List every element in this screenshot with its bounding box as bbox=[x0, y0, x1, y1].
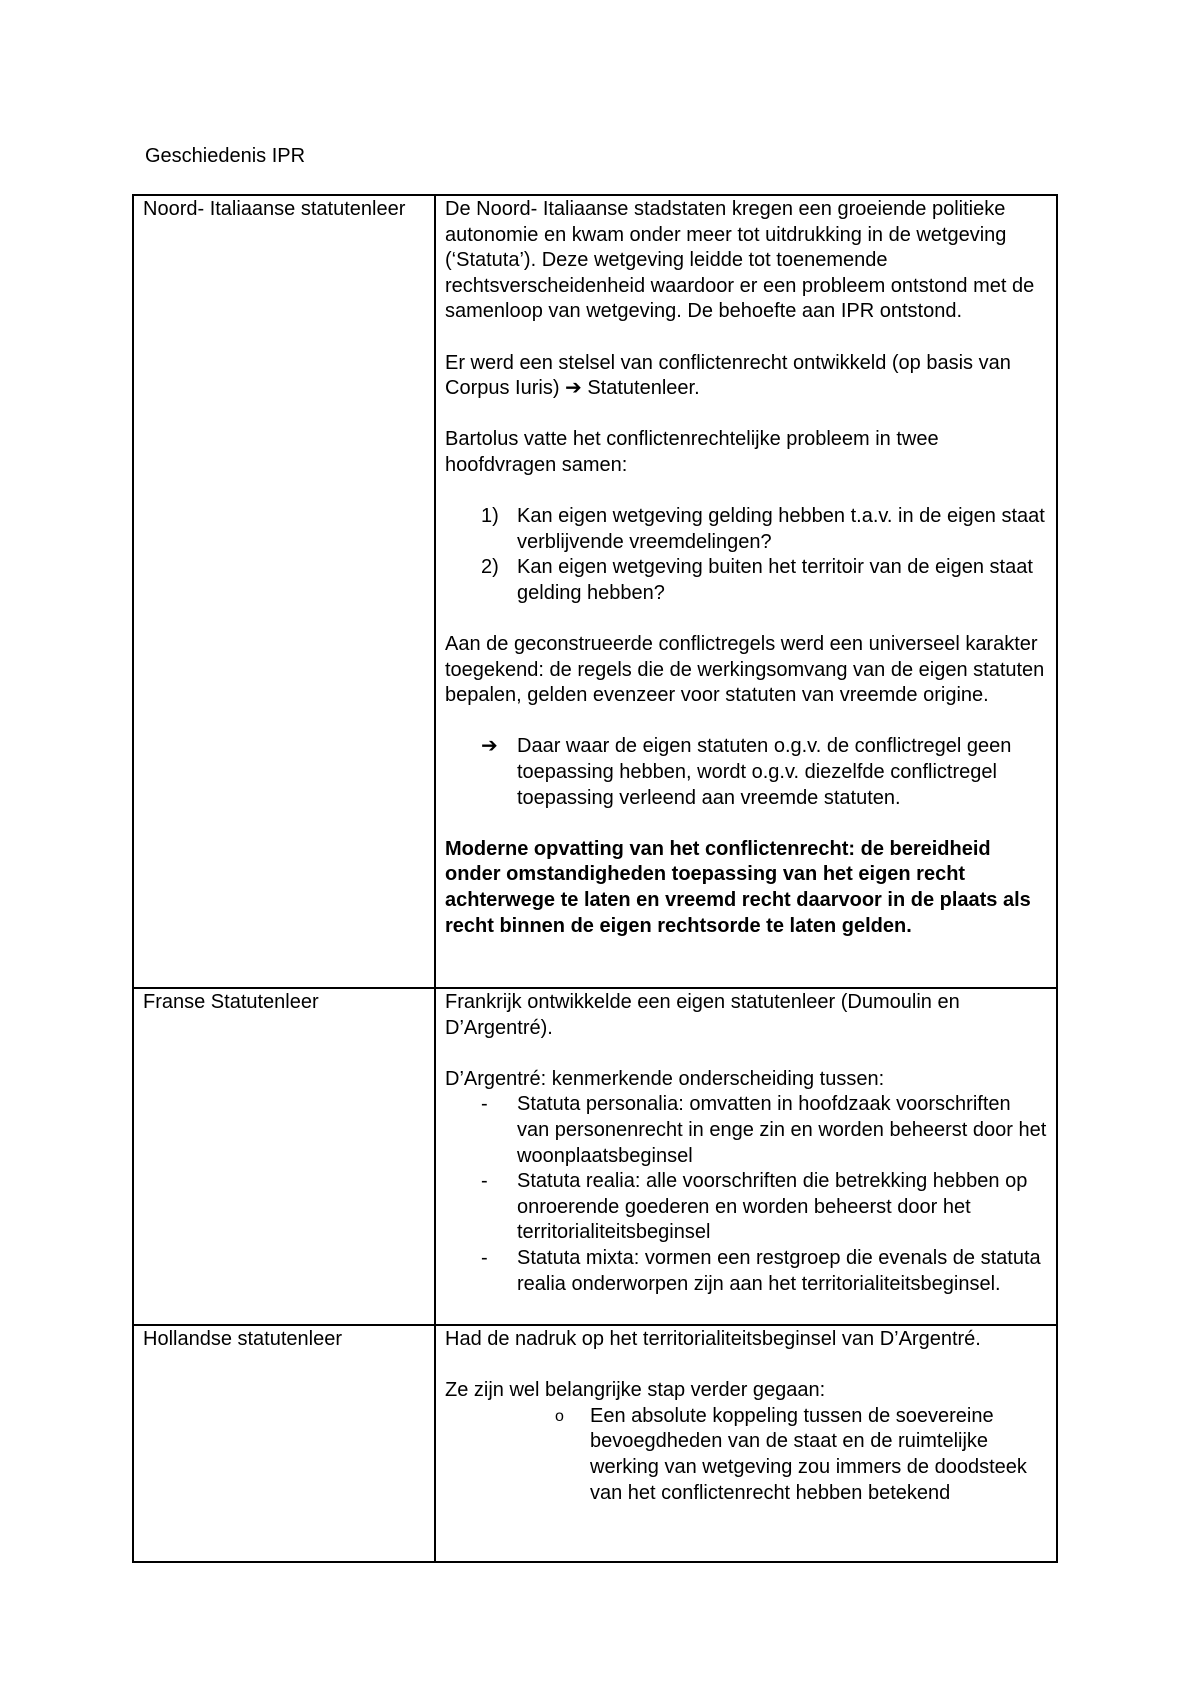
row-label: Franse Statutenleer bbox=[143, 991, 319, 1013]
paragraph: De Noord- Italiaanse stadstaten kregen een groeiende politieke autonomie en kwam onder meer tot uitdrukking in de wetgeving (‘Statuta’). Deze wetgeving leidde tot toenemende rechtsverscheidenheid waardoor er een probleem ontstond met de samenloop van wetgeving. De behoefte aan IPR ontstond. bbox=[445, 198, 1035, 323]
list-item-text: Statuta mixta: vormen een restgroep die evenals de statuta realia onderworpen zijn aan het territorialiteitsbeginsel. bbox=[517, 1246, 1041, 1295]
list-item-text: Statuta realia: alle voorschriften die betrekking hebben op onroerende goederen en worden beheerst door het territorialiteitsbeginsel bbox=[517, 1170, 1028, 1244]
list-item bbox=[445, 734, 1047, 811]
row-label: Noord- Italiaanse statutenleer bbox=[143, 198, 406, 220]
paragraph: Er werd een stelsel van conflictenrecht ontwikkeld (op basis van Corpus Iuris) ➔ Statutenleer. bbox=[445, 351, 1011, 400]
row-content-cell bbox=[435, 988, 1057, 1325]
paragraph: Ze zijn wel belangrijke stap verder gegaan: bbox=[445, 1379, 826, 1402]
row-label-cell bbox=[133, 988, 435, 1325]
list-item-text: Kan eigen wetgeving buiten het territoir van de eigen staat gelding hebben? bbox=[517, 556, 1033, 604]
list-item bbox=[445, 1404, 1047, 1506]
list-item-text: Kan eigen wetgeving gelding hebben t.a.v. in de eigen staat verblijvende vreemdelingen? bbox=[517, 505, 1045, 553]
paragraph: Bartolus vatte het conflictenrechtelijke probleem in twee hoofdvragen samen: bbox=[445, 428, 939, 476]
paragraph: D’Argentré: kenmerkende onderscheiding tussen: bbox=[445, 1067, 885, 1090]
list-item-text: Statuta personalia: omvatten in hoofdzaak voorschriften van personenrecht in enge zin en worden beheerst door het woonplaatsbeginsel bbox=[517, 1093, 1047, 1167]
list-number: 2) bbox=[481, 556, 499, 579]
dash-bullet-icon: - bbox=[481, 1093, 488, 1116]
paragraph: Aan de geconstrueerde conflictregels werd een universeel karakter toegekend: de regels die de werkingsomvang van de eigen statuten bepalen, gelden evenzeer voor statuten van vreemde origine. bbox=[445, 633, 1045, 707]
list-item bbox=[445, 1246, 1047, 1297]
list-item bbox=[445, 1169, 1047, 1246]
circle-list bbox=[445, 1404, 1047, 1506]
list-item-text: Een absolute koppeling tussen de soevereine bevoegdheden van de staat en de ruimtelijke werking van wetgeving zou immers de doodsteek van het conflictenrecht hebben betekend bbox=[590, 1404, 1027, 1504]
list-item bbox=[445, 1092, 1047, 1169]
row-content-cell bbox=[435, 195, 1057, 988]
numbered-list bbox=[445, 504, 1047, 606]
arrow-bullet-icon: ➔ bbox=[481, 735, 498, 758]
paragraph: Frankrijk ontwikkelde een eigen statutenleer (Dumoulin en D’Argentré). bbox=[445, 991, 960, 1039]
row-content-cell bbox=[435, 1325, 1057, 1562]
dash-bullet-icon: - bbox=[481, 1246, 488, 1269]
table-row bbox=[133, 195, 1057, 988]
arrow-list bbox=[445, 734, 1047, 811]
list-item bbox=[445, 504, 1047, 555]
list-number: 1) bbox=[481, 505, 499, 528]
bold-paragraph: Moderne opvatting van het conflictenrecht: de bereidheid onder omstandigheden toepassing van het eigen recht achterwege te laten en vreemd recht daarvoor in de plaats als recht binnen de eigen rechtsorde te laten gelden. bbox=[445, 837, 1031, 937]
dash-list bbox=[445, 1092, 1047, 1297]
ipr-history-table bbox=[132, 194, 1058, 1563]
list-item bbox=[445, 555, 1047, 606]
dash-bullet-icon: - bbox=[481, 1170, 488, 1193]
paragraph: Had de nadruk op het territorialiteitsbeginsel van D’Argentré. bbox=[445, 1328, 981, 1350]
document-title: Geschiedenis IPR bbox=[145, 145, 306, 167]
row-label-cell bbox=[133, 195, 435, 988]
table-row bbox=[133, 1325, 1057, 1562]
table-row bbox=[133, 988, 1057, 1325]
circle-bullet-icon: o bbox=[555, 1407, 564, 1425]
list-item-text: Daar waar de eigen statuten o.g.v. de conflictregel geen toepassing hebben, wordt o.g.v. diezelfde conflictregel toepassing verleend aan vreemde statuten. bbox=[517, 735, 1012, 809]
row-label-cell bbox=[133, 1325, 435, 1562]
row-label: Hollandse statutenleer bbox=[143, 1328, 343, 1350]
